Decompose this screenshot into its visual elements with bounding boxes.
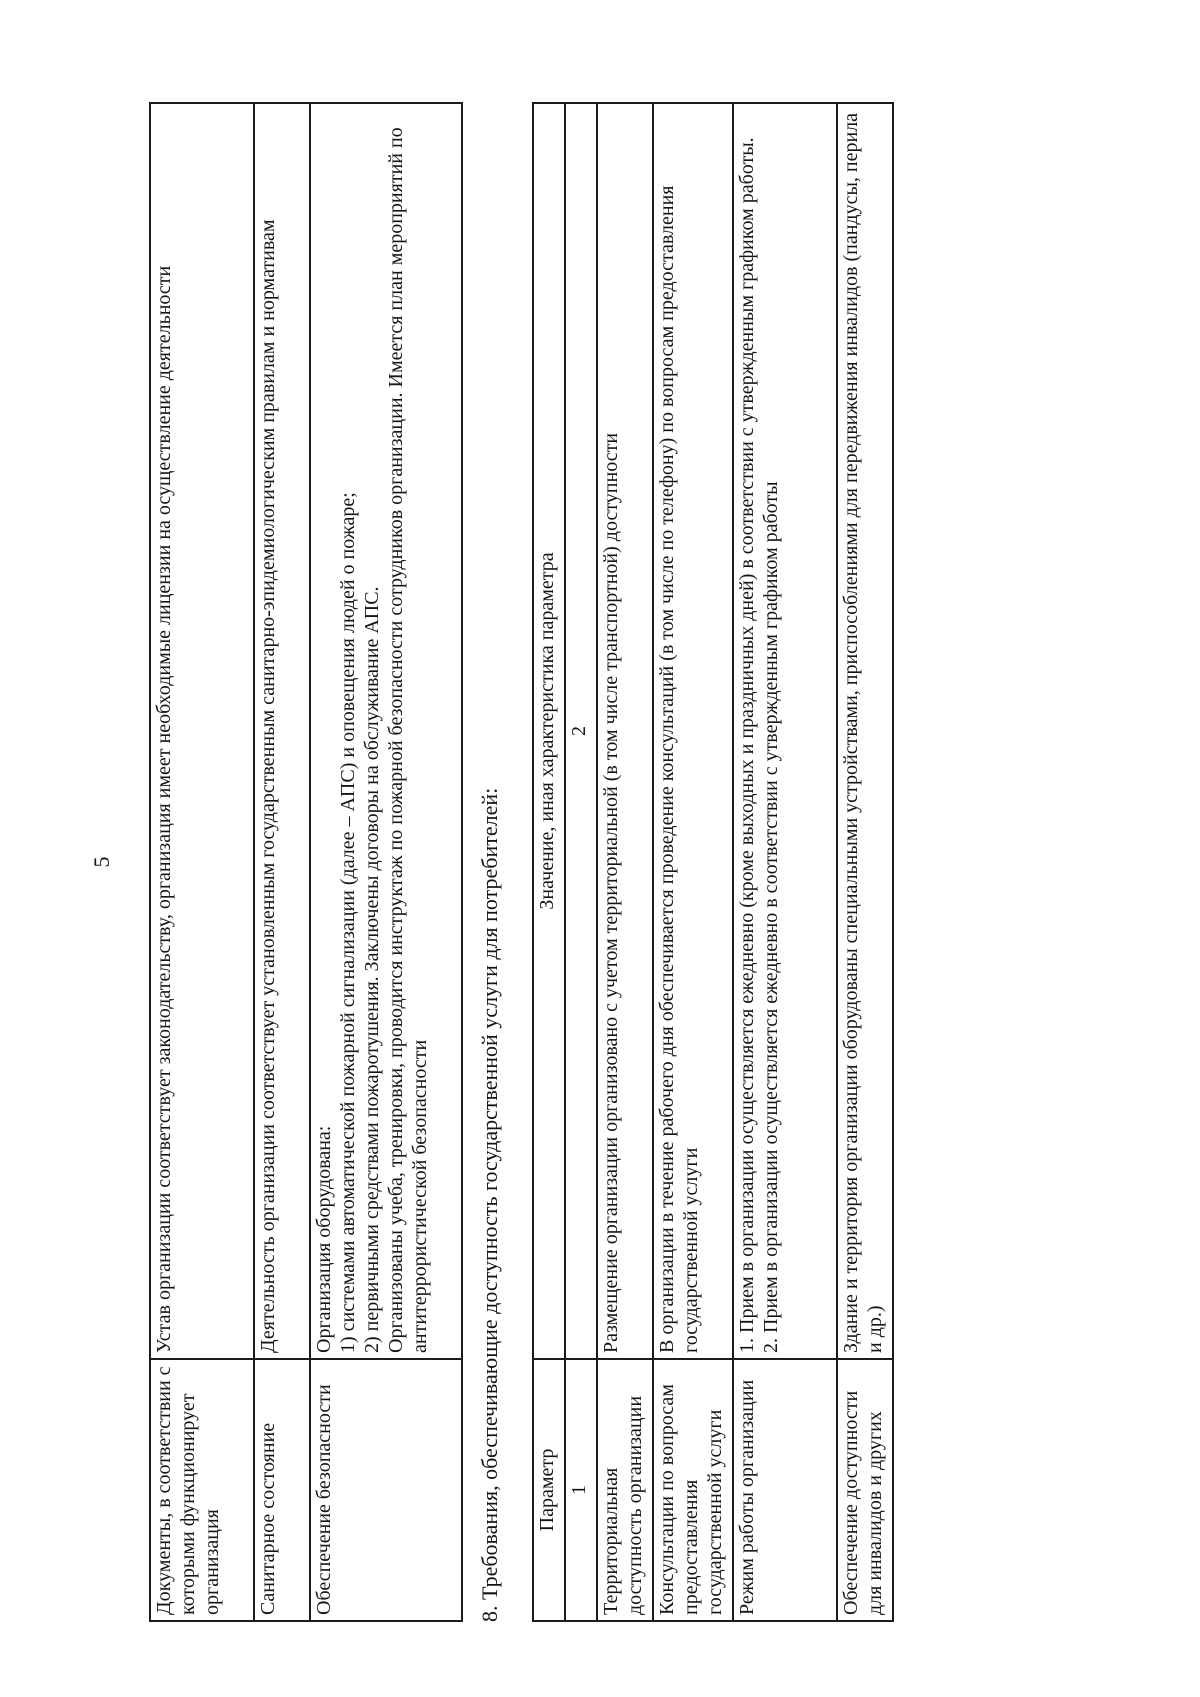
table-row — [254, 103, 310, 1621]
table-row — [733, 103, 837, 1621]
table-header-row — [533, 103, 565, 1621]
value-line: В организации в течение рабочего дня обеспечивается проведение консультаций (в том числе по телефону) по вопросам предоставления государственной услуги — [656, 185, 702, 1353]
value-line: 2) первичными средствами пожаротушения. Заключены договоры на обслуживание АПС. — [361, 586, 383, 1353]
section-heading: 8. Требования, обеспечивающие доступность государственной услуги для потребителей: — [477, 787, 502, 1622]
column-index-row — [565, 103, 597, 1621]
column-index-1: 1 — [565, 1359, 597, 1621]
value-line: Здание и территория организации оборудованы специальными устройствами, приспособлениями для передвижения инвалидов (пандусы, перила и др.) — [840, 112, 886, 1353]
value-line: Деятельность организации соответствует установленным государственным санитарно-эпидемиологическим правилам и нормативам — [257, 219, 279, 1353]
value-cell — [653, 103, 733, 1359]
parameter-cell: Территориальная доступность организации — [597, 1359, 653, 1621]
value-line: Устав организации соответствует законодательству, организация имеет необходимые лицензии на осуществление деятельности — [153, 265, 175, 1353]
value-line: Организация оборудована: — [313, 1125, 335, 1353]
value-line: Размещение организации организовано с учетом территориальной (в том числе транспортной) доступности — [600, 432, 622, 1353]
table-row — [837, 103, 893, 1621]
column-header-parameter: Параметр — [533, 1359, 565, 1621]
accessibility-requirements-table — [532, 102, 894, 1622]
value-cell — [733, 103, 837, 1359]
value-cell — [597, 103, 653, 1359]
column-header-value: Значение, иная характеристика параметра — [533, 103, 565, 1359]
column-index-2: 2 — [565, 103, 597, 1359]
parameter-cell: Обеспечение безопасности — [310, 1359, 462, 1621]
organization-conditions-table — [149, 102, 463, 1622]
table-row — [597, 103, 653, 1621]
table-row — [310, 103, 462, 1621]
page-number: 5 — [89, 856, 114, 868]
rotated-document-page — [85, 102, 1085, 1622]
parameter-cell: Обеспечение доступности для инвалидов и других — [837, 1359, 893, 1621]
value-cell — [150, 103, 254, 1359]
value-line: 1) системами автоматической пожарной сигнализации (далее – АПС) и оповещения людей о пожаре; — [337, 492, 359, 1353]
parameter-cell: Консультации по вопросам предоставления государственной услуги — [653, 1359, 733, 1621]
parameter-cell: Документы, в соответствии с которыми функционирует организация — [150, 1359, 254, 1621]
table-row — [653, 103, 733, 1621]
value-cell — [310, 103, 462, 1359]
value-line: 1. Прием в организации осуществляется ежедневно (кроме выходных и праздничных дней) в соответствии с утвержденным графиком работы. — [736, 137, 758, 1353]
table-row — [150, 103, 254, 1621]
parameter-cell: Режим работы организации — [733, 1359, 837, 1621]
value-cell — [837, 103, 893, 1359]
value-line: 2. Прием в организации осуществляется ежедневно в соответствии с утвержденным графиком работы — [760, 481, 782, 1353]
parameter-cell: Санитарное состояние — [254, 1359, 310, 1621]
value-line: Организованы учеба, тренировки, проводится инструктаж по пожарной безопасности сотрудников организации. Имеется план мероприятий по антитеррористической безопасности — [385, 127, 431, 1353]
value-cell — [254, 103, 310, 1359]
